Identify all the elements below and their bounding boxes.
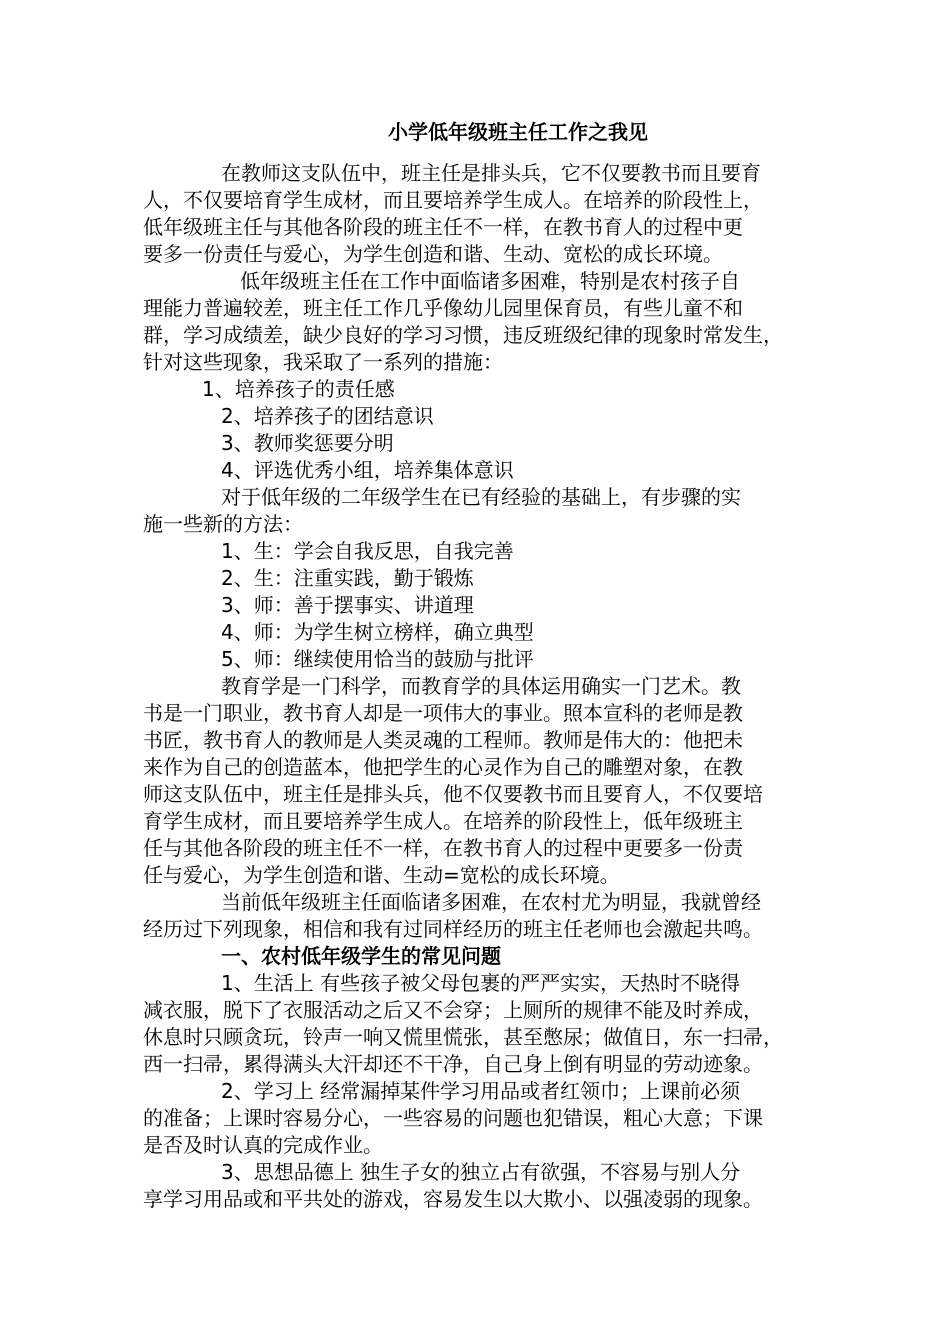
text-line: 3、思想品德上 独生子女的独立占有欲强，不容易与别人分	[221, 1160, 741, 1184]
text-line: 享学习用品或和平共处的游戏，容易发生以大欺小、以强凌弱的现象。	[143, 1187, 763, 1211]
text-line: 育学生成材，而且要培养学生成人。在培养的阶段性上，低年级班主	[143, 809, 743, 833]
text-line: 书匠，教书育人的教师是人类灵魂的工程师。教师是伟大的：他把未	[143, 728, 743, 752]
text-line: 4、评选优秀小组，培养集体意识	[221, 458, 514, 482]
text-line: 当前低年级班主任面临诸多困难，在农村尤为明显，我就曾经	[221, 890, 761, 914]
text-line: 的准备；上课时容易分心，一些容易的问题也犯错误，粗心大意；下课	[143, 1106, 763, 1130]
text-line: 书是一门职业，教书育人却是一项伟大的事业。照本宣科的老师是教	[143, 701, 743, 725]
text-line: 2、学习上 经常漏掉某件学习用品或者红领巾；上课前必须	[221, 1079, 741, 1103]
section-heading: 一、农村低年级学生的常见问题	[221, 944, 501, 968]
text-line: 任与爱心，为学生创造和谐、生动=宽松的成长环境。	[143, 863, 620, 887]
text-line: 针对这些现象，我采取了一系列的措施：	[143, 350, 503, 374]
text-line: 经历过下列现象，相信和我有过同样经历的班主任老师也会激起共鸣。	[143, 917, 763, 941]
text-line: 低年级班主任在工作中面临诸多困难，特别是农村孩子自	[240, 269, 740, 293]
text-line: 1、培养孩子的责任感	[202, 377, 395, 401]
text-line: 3、师：善于摆事实、讲道理	[221, 593, 474, 617]
text-line: 休息时只顾贪玩，铃声一响又慌里慌张，甚至憋尿；做值日，东一扫帚，	[143, 1025, 783, 1049]
text-line: 2、生：注重实践，勤于锻炼	[221, 566, 474, 590]
text-line: 要多一份责任与爱心，为学生创造和谐、生动、宽松的成长环境。	[143, 242, 723, 266]
text-line: 理能力普遍较差，班主任工作几乎像幼儿园里保育员，有些儿童不和	[143, 296, 743, 320]
text-line: 教育学是一门科学，而教育学的具体运用确实一门艺术。教	[221, 674, 741, 698]
text-line: 5、师：继续使用恰当的鼓励与批评	[221, 647, 534, 671]
text-line: 3、教师奖惩要分明	[221, 431, 394, 455]
text-line: 1、生活上 有些孩子被父母包裹的严严实实，天热时不晓得	[221, 971, 741, 995]
text-line: 西一扫帚，累得满头大汗却还不干净，自己身上倒有明显的劳动迹象。	[143, 1052, 763, 1076]
text-line: 师这支队伍中，班主任是排头兵，他不仅要教书而且要育人，不仅要培	[143, 782, 763, 806]
text-line: 人，不仅要培育学生成材，而且要培养学生成人。在培养的阶段性上，	[143, 188, 763, 212]
text-line: 来作为自己的创造蓝本，他把学生的心灵作为自己的雕塑对象，在教	[143, 755, 743, 779]
text-line: 任与其他各阶段的班主任不一样，在教书育人的过程中更要多一份责	[143, 836, 743, 860]
text-line: 低年级班主任与其他各阶段的班主任不一样，在教书育人的过程中更	[143, 215, 743, 239]
text-line: 2、培养孩子的团结意识	[221, 404, 434, 428]
text-line: 施一些新的方法：	[143, 512, 303, 536]
text-line: 对于低年级的二年级学生在已有经验的基础上，有步骤的实	[221, 485, 741, 509]
text-line: 是否及时认真的完成作业。	[143, 1133, 383, 1157]
text-line: 1、生：学会自我反思，自我完善	[221, 539, 514, 563]
text-line: 在教师这支队伍中，班主任是排头兵，它不仅要教书而且要育	[221, 161, 761, 185]
text-line: 群，学习成绩差，缺少良好的学习习惯，违反班级纪律的现象时常发生，	[143, 323, 783, 347]
text-line: 4、师：为学生树立榜样，确立典型	[221, 620, 534, 644]
document-title: 小学低年级班主任工作之我见	[388, 120, 648, 144]
text-line: 减衣服，脱下了衣服活动之后又不会穿；上厕所的规律不能及时养成，	[143, 998, 763, 1022]
